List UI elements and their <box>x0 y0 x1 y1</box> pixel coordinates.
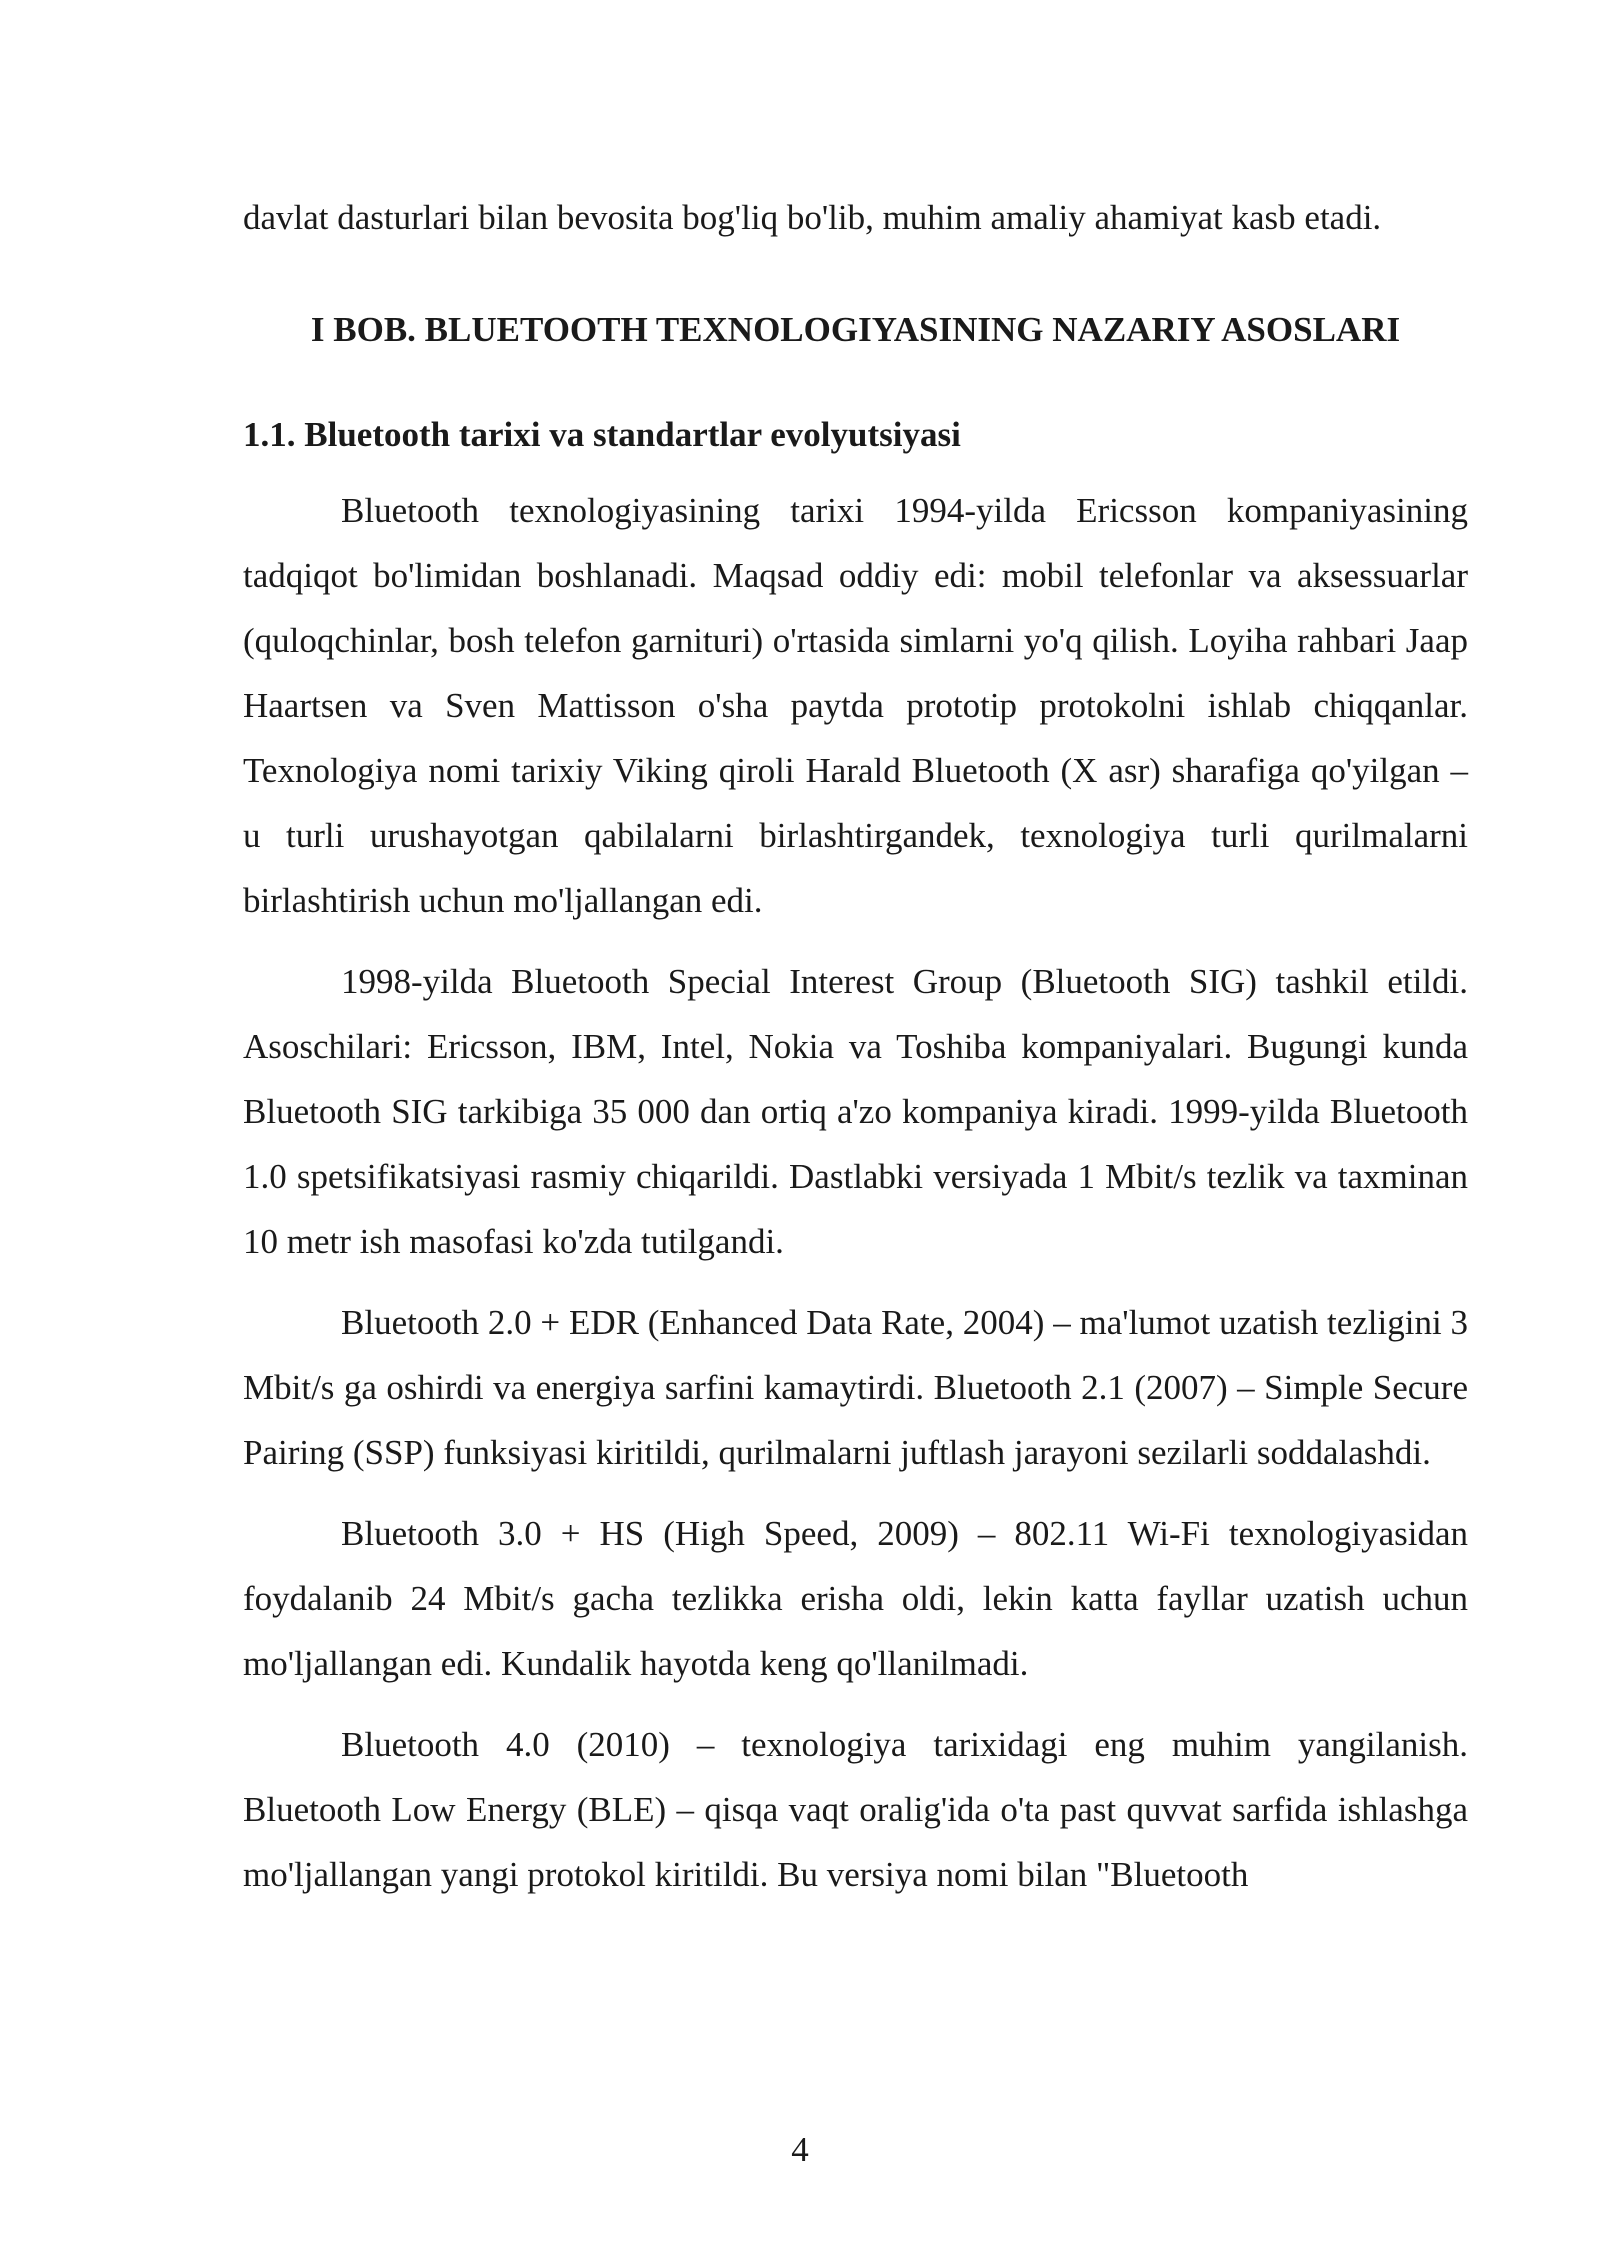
intro-continuation-paragraph: davlat dasturlari bilan bevosita bog'liq bo'lib, muhim amaliy ahamiyat kasb etadi. <box>243 198 1382 237</box>
body-paragraph-history: Bluetooth texnologiyasining tarixi 1994-yilda Ericsson kompaniyasining tadqiqot bo'limidan boshlanadi. Maqsad oddiy edi: mobil telefonlar va aksessuarlar (quloqchinlar, bosh telefon garnituri) o'rtasida simlarni yo'q qilish. Loyiha rahbari Jaap Haartsen va Sven Mattisson o'sha paytda prototip protokolni ishlab chiqqanlar. Texnologiya nomi tarixiy Viking qiroli Harald Bluetooth (X asr) sharafiga qo'yilgan – u turli urushayotgan qabilalarni birlashtirgandek, texnologiya turli qurilmalarni birlashtirish uchun mo'ljallangan edi. <box>243 491 1468 920</box>
body-paragraph-sig: 1998-yilda Bluetooth Special Interest Group (Bluetooth SIG) tashkil etildi. Asoschilari: Ericsson, IBM, Intel, Nokia va Toshiba kompaniyalari. Bugungi kunda Bluetooth SIG tarkibiga 35 000 dan ortiq a'zo kompaniya kiradi. 1999-yilda Bluetooth 1.0 spetsifikatsiyasi rasmiy chiqarildi. Dastlabki versiyada 1 Mbit/s tezlik va taxminan 10 metr ish masofasi ko'zda tutilgandi. <box>243 962 1468 1261</box>
chapter-heading: I BOB. BLUETOOTH TEXNOLOGIYASINING NAZARIY ASOSLARI <box>310 310 1401 349</box>
body-paragraph-bt2: Bluetooth 2.0 + EDR (Enhanced Data Rate, 2004) – ma'lumot uzatish tezligini 3 Mbit/s ga oshirdi va energiya sarfini kamaytirdi. Bluetooth 2.1 (2007) – Simple Secure Pairing (SSP) funksiyasi kiritildi, qurilmalarni juftlash jarayoni sezilarli soddalashdi. <box>243 1303 1468 1472</box>
body-paragraph-bt4: Bluetooth 4.0 (2010) – texnologiya tarixidagi eng muhim yangilanish. Bluetooth Low Energy (BLE) – qisqa vaqt oralig'ida o'ta past quvvat sarfida ishlashga mo'ljallangan yangi protokol kiritildi. Bu versiya nomi bilan "Bluetooth <box>243 1725 1468 1894</box>
document-page <box>243 185 1468 1907</box>
section-heading: 1.1. Bluetooth tarixi va standartlar evolyutsiyasi <box>243 415 961 454</box>
page-number: 4 <box>791 2130 809 2169</box>
body-paragraph-bt3: Bluetooth 3.0 + HS (High Speed, 2009) – 802.11 Wi-Fi texnologiyasidan foydalanib 24 Mbit/s gacha tezlikka erisha oldi, lekin katta fayllar uzatish uchun mo'ljallangan edi. Kundalik hayotda keng qo'llanilmadi. <box>243 1514 1468 1683</box>
